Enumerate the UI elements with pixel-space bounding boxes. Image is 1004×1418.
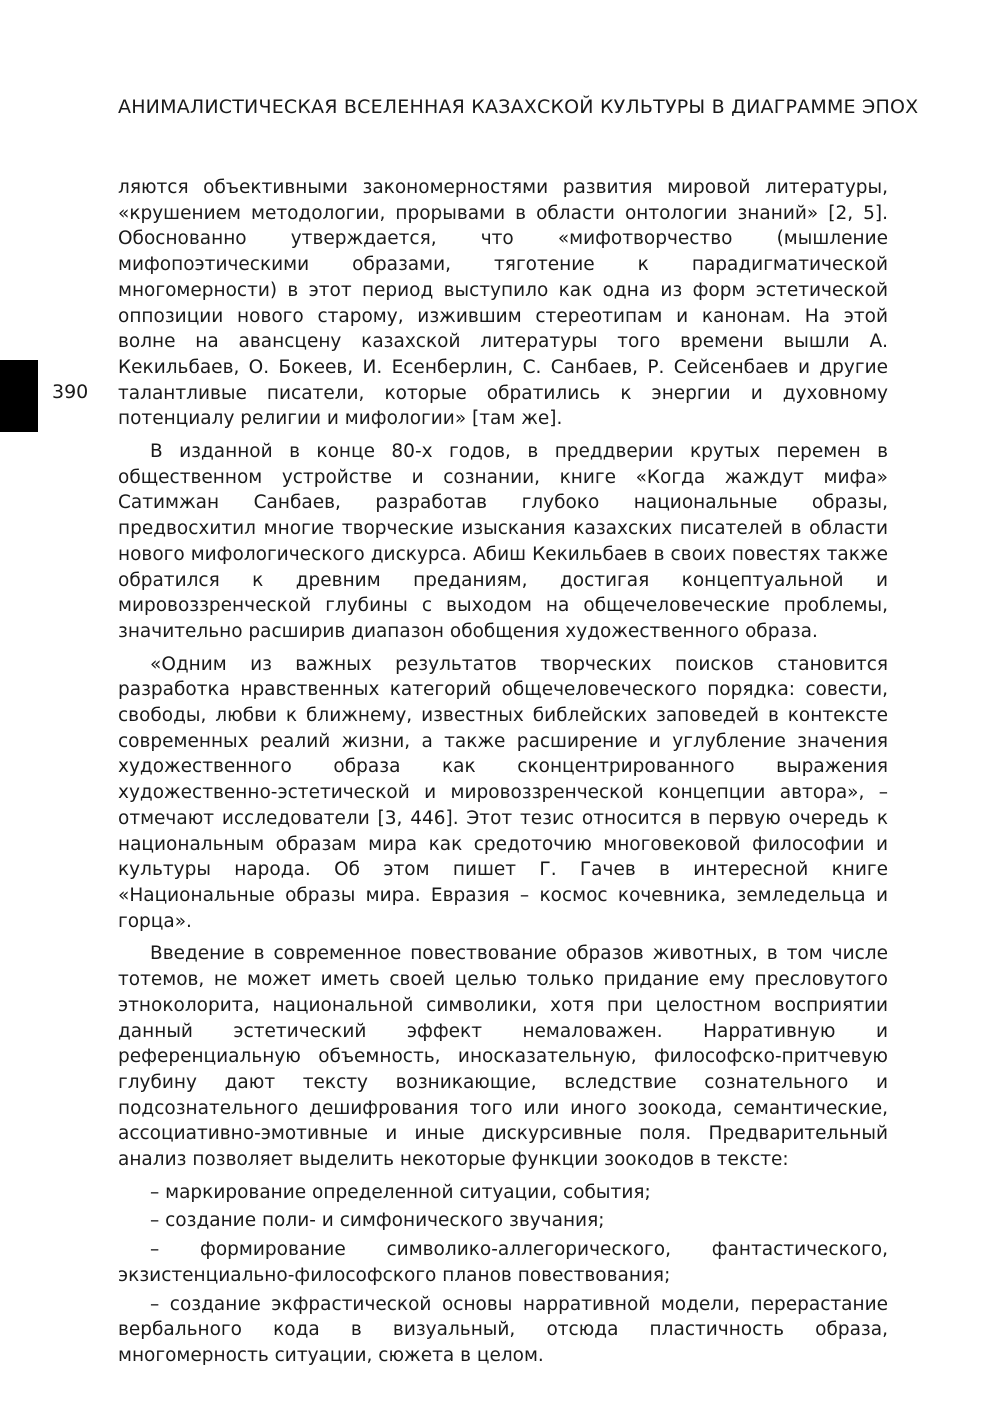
paragraph: В изданной в конце 80-х годов, в преддверии крутых перемен в общественном устройстве и сознании, книге «Когда жаждут мифа» Сатимжан Санбаев, разработав глубоко национальные образы, предвосхитил многие творческие изыскания казахских писателей в области нового мифологического дискурса. Абиш Кекильбаев в своих повестях также обратился к древним преданиям, достигая концептуальной и мировоззренческой глубины с выходом на общечеловеческие проблемы, значительно расширив диапазон обобщения художественного образа. [118, 441, 888, 642]
list-item: – маркирование определенной ситуации, события; [150, 1181, 651, 1203]
thumb-index-tab [0, 360, 38, 432]
list-item: – создание поли- и симфонического звучания; [150, 1210, 605, 1232]
list-item: – формирование символико-аллегорического, фантастического, экзистенциально-философского планов повествования; [118, 1239, 888, 1286]
paragraph: Введение в современное повествование образов животных, в том числе тотемов, не может иметь своей целью только придание ему пресловутого этноколорита, национальной символики, хотя при целостном восприятии данный эстетический эффект немаловажен. Нарративную и референциальную объемность, иносказательную, философско-притчевую глубину дают тексту возникающие, вследствие сознательного и подсознательного дешифрования того или иного зоокода, семантические, ассоциативно-эмотивные и иные дискурсивные поля. Предварительный анализ позволяет выделить некоторые функции зоокодов в тексте: [118, 943, 888, 1171]
paragraph: «Одним из важных результатов творческих поисков становится разработка нравственных категорий общечеловеческого порядка: совести, свободы, любви к ближнему, известных библейских заповедей в контексте современных реалий жизни, а также расширение и углубление значения художественного образа как сконцентрированного выражения художественно-эстетической и мировоззренческой концепции автора», – отмечают исследователи [3, 446]. Этот тезис относится в первую очередь к национальным образам мира как средоточию многовековой философии и культуры народа. Об этом пишет Г. Гачев в интересной книге «Национальные образы мира. Евразия – космос кочевника, земледельца и горца». [118, 653, 888, 932]
running-head: АНИМАЛИСТИЧЕСКАЯ ВСЕЛЕННАЯ КАЗАХСКОЙ КУЛЬТУРЫ В ДИАГРАММЕ ЭПОХ [118, 96, 919, 118]
paragraph-continued: ляются объективными закономерностями развития мировой литературы, «крушением методологии, прорывами в области онтологии знаний» [2, 5]. Обоснованно утверждается, что «мифотворчество (мышление мифопоэтическими образами, тяготение к парадигматической многомерности) в этот период выступило как одна из форм эстетической оппозиции нового старому, изжившим стереотипам и канонам. На этой волне на авансцену казахской литературы того времени вышли А. Кекильбаев, О. Бокеев, И. Есенберлин, С. Санбаев, Р. Сейсенбаев и другие талантливые писатели, которые обратились к энергии и духовному потенциалу религии и мифологии» [там же]. [118, 177, 888, 430]
page-number: 390 [52, 381, 89, 403]
body-text [118, 175, 888, 1372]
functions-list [118, 1180, 888, 1369]
list-item: – создание экфрастической основы нарративной модели, перерастание вербального кода в визуальный, отсюда пластичность образа, многомерность ситуации, сюжета в целом. [118, 1293, 888, 1366]
